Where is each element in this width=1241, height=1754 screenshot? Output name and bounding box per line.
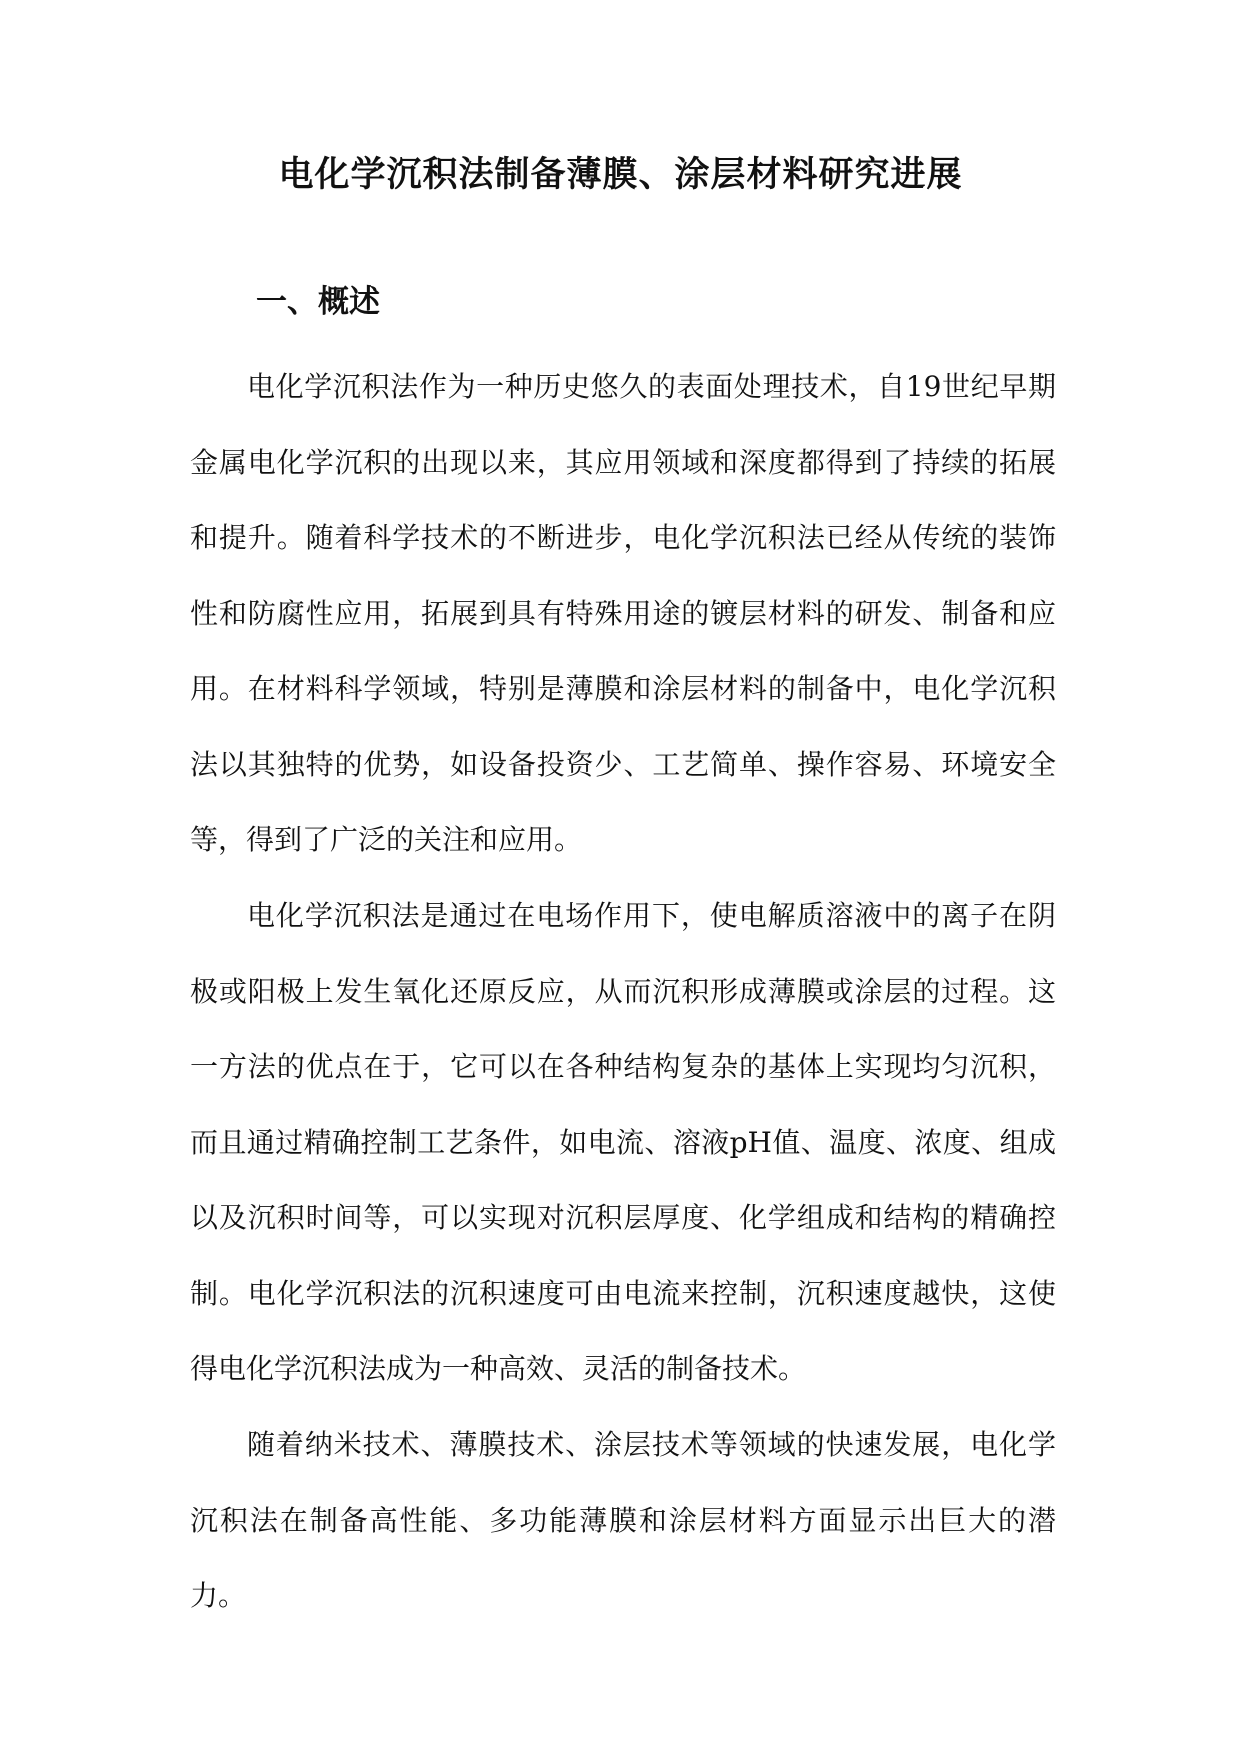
paragraph-3: 随着纳米技术、薄膜技术、涂层技术等领域的快速发展，电化学沉积法在制备高性能、多功能薄膜和涂层材料方面显示出巨大的潜力。	[190, 1428, 1056, 1612]
paragraph-2: 电化学沉积法是通过在电场作用下，使电解质溶液中的离子在阴极或阳极上发生氧化还原反应，从而沉积形成薄膜或涂层的过程。这一方法的优点在于，它可以在各种结构复杂的基体上实现均匀沉积，而且通过精确控制工艺条件，如电流、溶液pH值、温度、浓度、组成以及沉积时间等，可以实现对沉积层厚度、化学组成和结构的精确控制。电化学沉积法的沉积速度可由电流来控制，沉积速度越快，这使得电化学沉积法成为一种高效、灵活的制备技术。	[190, 899, 1056, 1385]
document-title: 电化学沉积法制备薄膜、涂层材料研究进展	[278, 155, 963, 195]
section-heading: 一、概述	[256, 284, 380, 320]
paragraph-1: 电化学沉积法作为一种历史悠久的表面处理技术，自19世纪早期金属电化学沉积的出现以来，其应用领域和深度都得到了持续的拓展和提升。随着科学技术的不断进步，电化学沉积法已经从传统的装饰性和防腐性应用，拓展到具有特殊用途的镀层材料的研发、制备和应用。在材料科学领域，特别是薄膜和涂层材料的制备中，电化学沉积法以其独特的优势，如设备投资少、工艺简单、操作容易、环境安全等，得到了广泛的关注和应用。	[190, 370, 1056, 856]
